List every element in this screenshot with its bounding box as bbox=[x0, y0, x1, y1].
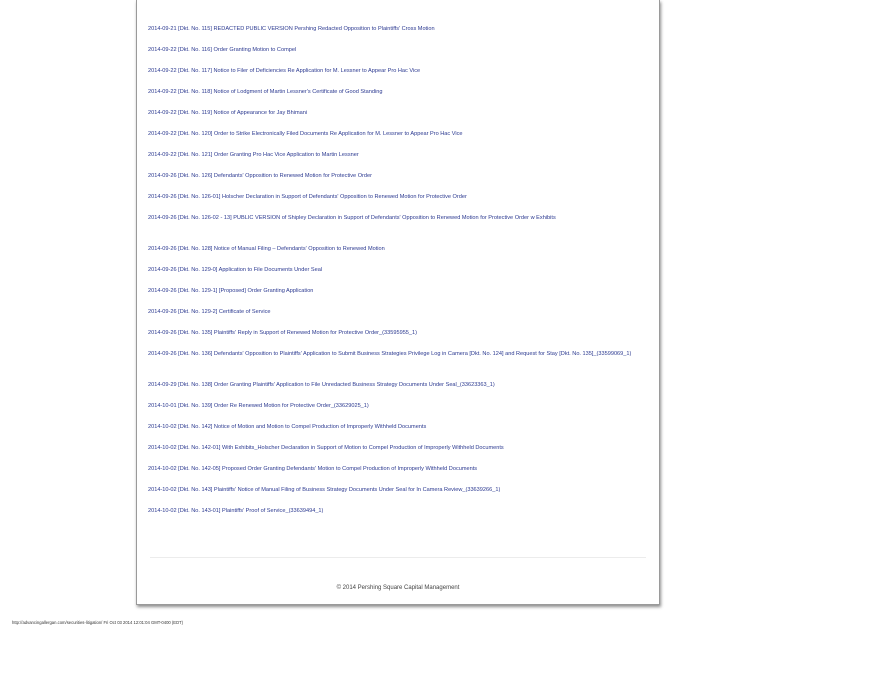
list-item bbox=[148, 286, 648, 307]
list-item bbox=[148, 485, 648, 506]
list-item bbox=[148, 87, 648, 108]
list-item bbox=[148, 150, 648, 171]
list-item bbox=[148, 422, 648, 443]
document-link[interactable]: 2014-10-02 [Dkt. No. 142] Notice of Motion and Motion to Compel Production of Improperly Withheld Documents bbox=[148, 424, 427, 430]
document-link[interactable]: 2014-09-22 [Dkt. No. 119] Notice of Appearance for Jay Bhimani bbox=[148, 110, 308, 116]
document-link[interactable]: 2014-09-22 [Dkt. No. 121] Order Granting Pro Hac Vice Application to Martin Lessner bbox=[148, 152, 359, 158]
document-link[interactable]: 2014-09-22 [Dkt. No. 120] Order to Strike Electronically Filed Documents Re Application for M. Lessner to Appear Pro Hac Vice bbox=[148, 131, 463, 137]
document-link[interactable]: 2014-09-26 [Dkt. No. 126-02 - 13] PUBLIC VERSION of Shipley Declaration in Support of Defendants' Opposition to Renewed Motion for Protective Order w Exhibits bbox=[148, 215, 556, 221]
document-link[interactable]: 2014-10-02 [Dkt. No. 143] Plaintiffs' Notice of Manual Filing of Business Strategy Documents Under Seal for In Camera Review_(33639266_1) bbox=[148, 487, 501, 493]
list-item bbox=[148, 192, 648, 213]
document-link[interactable]: 2014-10-02 [Dkt. No. 143-01] Plaintiffs' Proof of Service_(33639494_1) bbox=[148, 508, 324, 514]
document-link[interactable]: 2014-09-22 [Dkt. No. 118] Notice of Lodgment of Martin Lessner's Certificate of Good Standing bbox=[148, 89, 383, 95]
document-link[interactable]: 2014-10-01 [Dkt. No. 139] Order Re Renewed Motion for Protective Order_(33629025_1) bbox=[148, 403, 369, 409]
list-item bbox=[148, 349, 648, 380]
list-item bbox=[148, 265, 648, 286]
document-link[interactable]: 2014-09-22 [Dkt. No. 116] Order Granting Motion to Compel bbox=[148, 47, 297, 53]
list-item bbox=[148, 380, 648, 401]
list-item bbox=[148, 66, 648, 87]
document-list bbox=[148, 24, 648, 527]
document-link[interactable]: 2014-09-26 [Dkt. No. 135] Plaintiffs' Reply in Support of Renewed Motion for Protective Order_(33595955_1) bbox=[148, 330, 417, 336]
list-item bbox=[148, 108, 648, 129]
document-link[interactable]: 2014-09-26 [Dkt. No. 129-0] Application to File Documents Under Seal bbox=[148, 267, 323, 273]
page-content-card bbox=[136, 0, 660, 605]
list-item bbox=[148, 171, 648, 192]
document-link[interactable]: 2014-09-22 [Dkt. No. 117] Notice to Filer of Deficiencies Re Application for M. Lessner to Appear Pro Hac Vice bbox=[148, 68, 421, 74]
list-item bbox=[148, 328, 648, 349]
list-item bbox=[148, 24, 648, 45]
list-item bbox=[148, 307, 648, 328]
list-item bbox=[148, 244, 648, 265]
document-link[interactable]: 2014-09-26 [Dkt. No. 136] Defendants' Opposition to Plaintiffs' Application to Submit Business Strategies Privilege Log in Camera [Dkt. No. 124] and Request for Stay [Dkt. No. 135]_(33599069_1) bbox=[148, 351, 632, 357]
document-link[interactable]: 2014-09-29 [Dkt. No. 138] Order Granting Plaintiffs' Application to File Unredacted Business Strategy Documents Under Seal_(33623363_1) bbox=[148, 382, 495, 388]
document-link[interactable]: 2014-10-02 [Dkt. No. 142-05] Proposed Order Granting Defendants' Motion to Compel Production of Improperly Withheld Documents bbox=[148, 466, 478, 472]
document-link[interactable]: 2014-09-26 [Dkt. No. 128] Notice of Manual Filing – Defendants' Opposition to Renewed Motion bbox=[148, 246, 385, 252]
list-item bbox=[148, 401, 648, 422]
list-item bbox=[148, 443, 648, 464]
copyright-text: © 2014 Pershing Square Capital Management bbox=[336, 585, 460, 591]
list-item bbox=[148, 506, 648, 527]
footer-divider bbox=[150, 557, 646, 558]
list-item bbox=[148, 213, 648, 244]
document-link[interactable]: 2014-09-26 [Dkt. No. 126-01] Holscher Declaration in Support of Defendants' Opposition to Renewed Motion for Protective Order bbox=[148, 194, 467, 200]
document-link[interactable]: 2014-09-26 [Dkt. No. 129-2] Certificate of Service bbox=[148, 309, 271, 315]
document-link[interactable]: 2014-09-26 [Dkt. No. 129-1] [Proposed] Order Granting Application bbox=[148, 288, 314, 294]
print-url-timestamp: http://advancingallergan.com/securities-litigation/ Fri Oct 03 2014 12:01:04 GMT-0400 (EDT) bbox=[12, 620, 184, 625]
list-item bbox=[148, 464, 648, 485]
list-item bbox=[148, 129, 648, 150]
list-item bbox=[148, 45, 648, 66]
document-link[interactable]: 2014-10-02 [Dkt. No. 142-01] With Exhibits_Holscher Declaration in Support of Motion to Compel Production of Improperly Withheld Documents bbox=[148, 445, 504, 451]
document-link[interactable]: 2014-09-26 [Dkt. No. 126] Defendants' Opposition to Renewed Motion for Protective Order bbox=[148, 173, 373, 179]
document-link[interactable]: 2014-09-21 [Dkt. No. 115] REDACTED PUBLIC VERSION Pershing Redacted Opposition to Plaintiffs' Cross Motion bbox=[148, 26, 435, 32]
